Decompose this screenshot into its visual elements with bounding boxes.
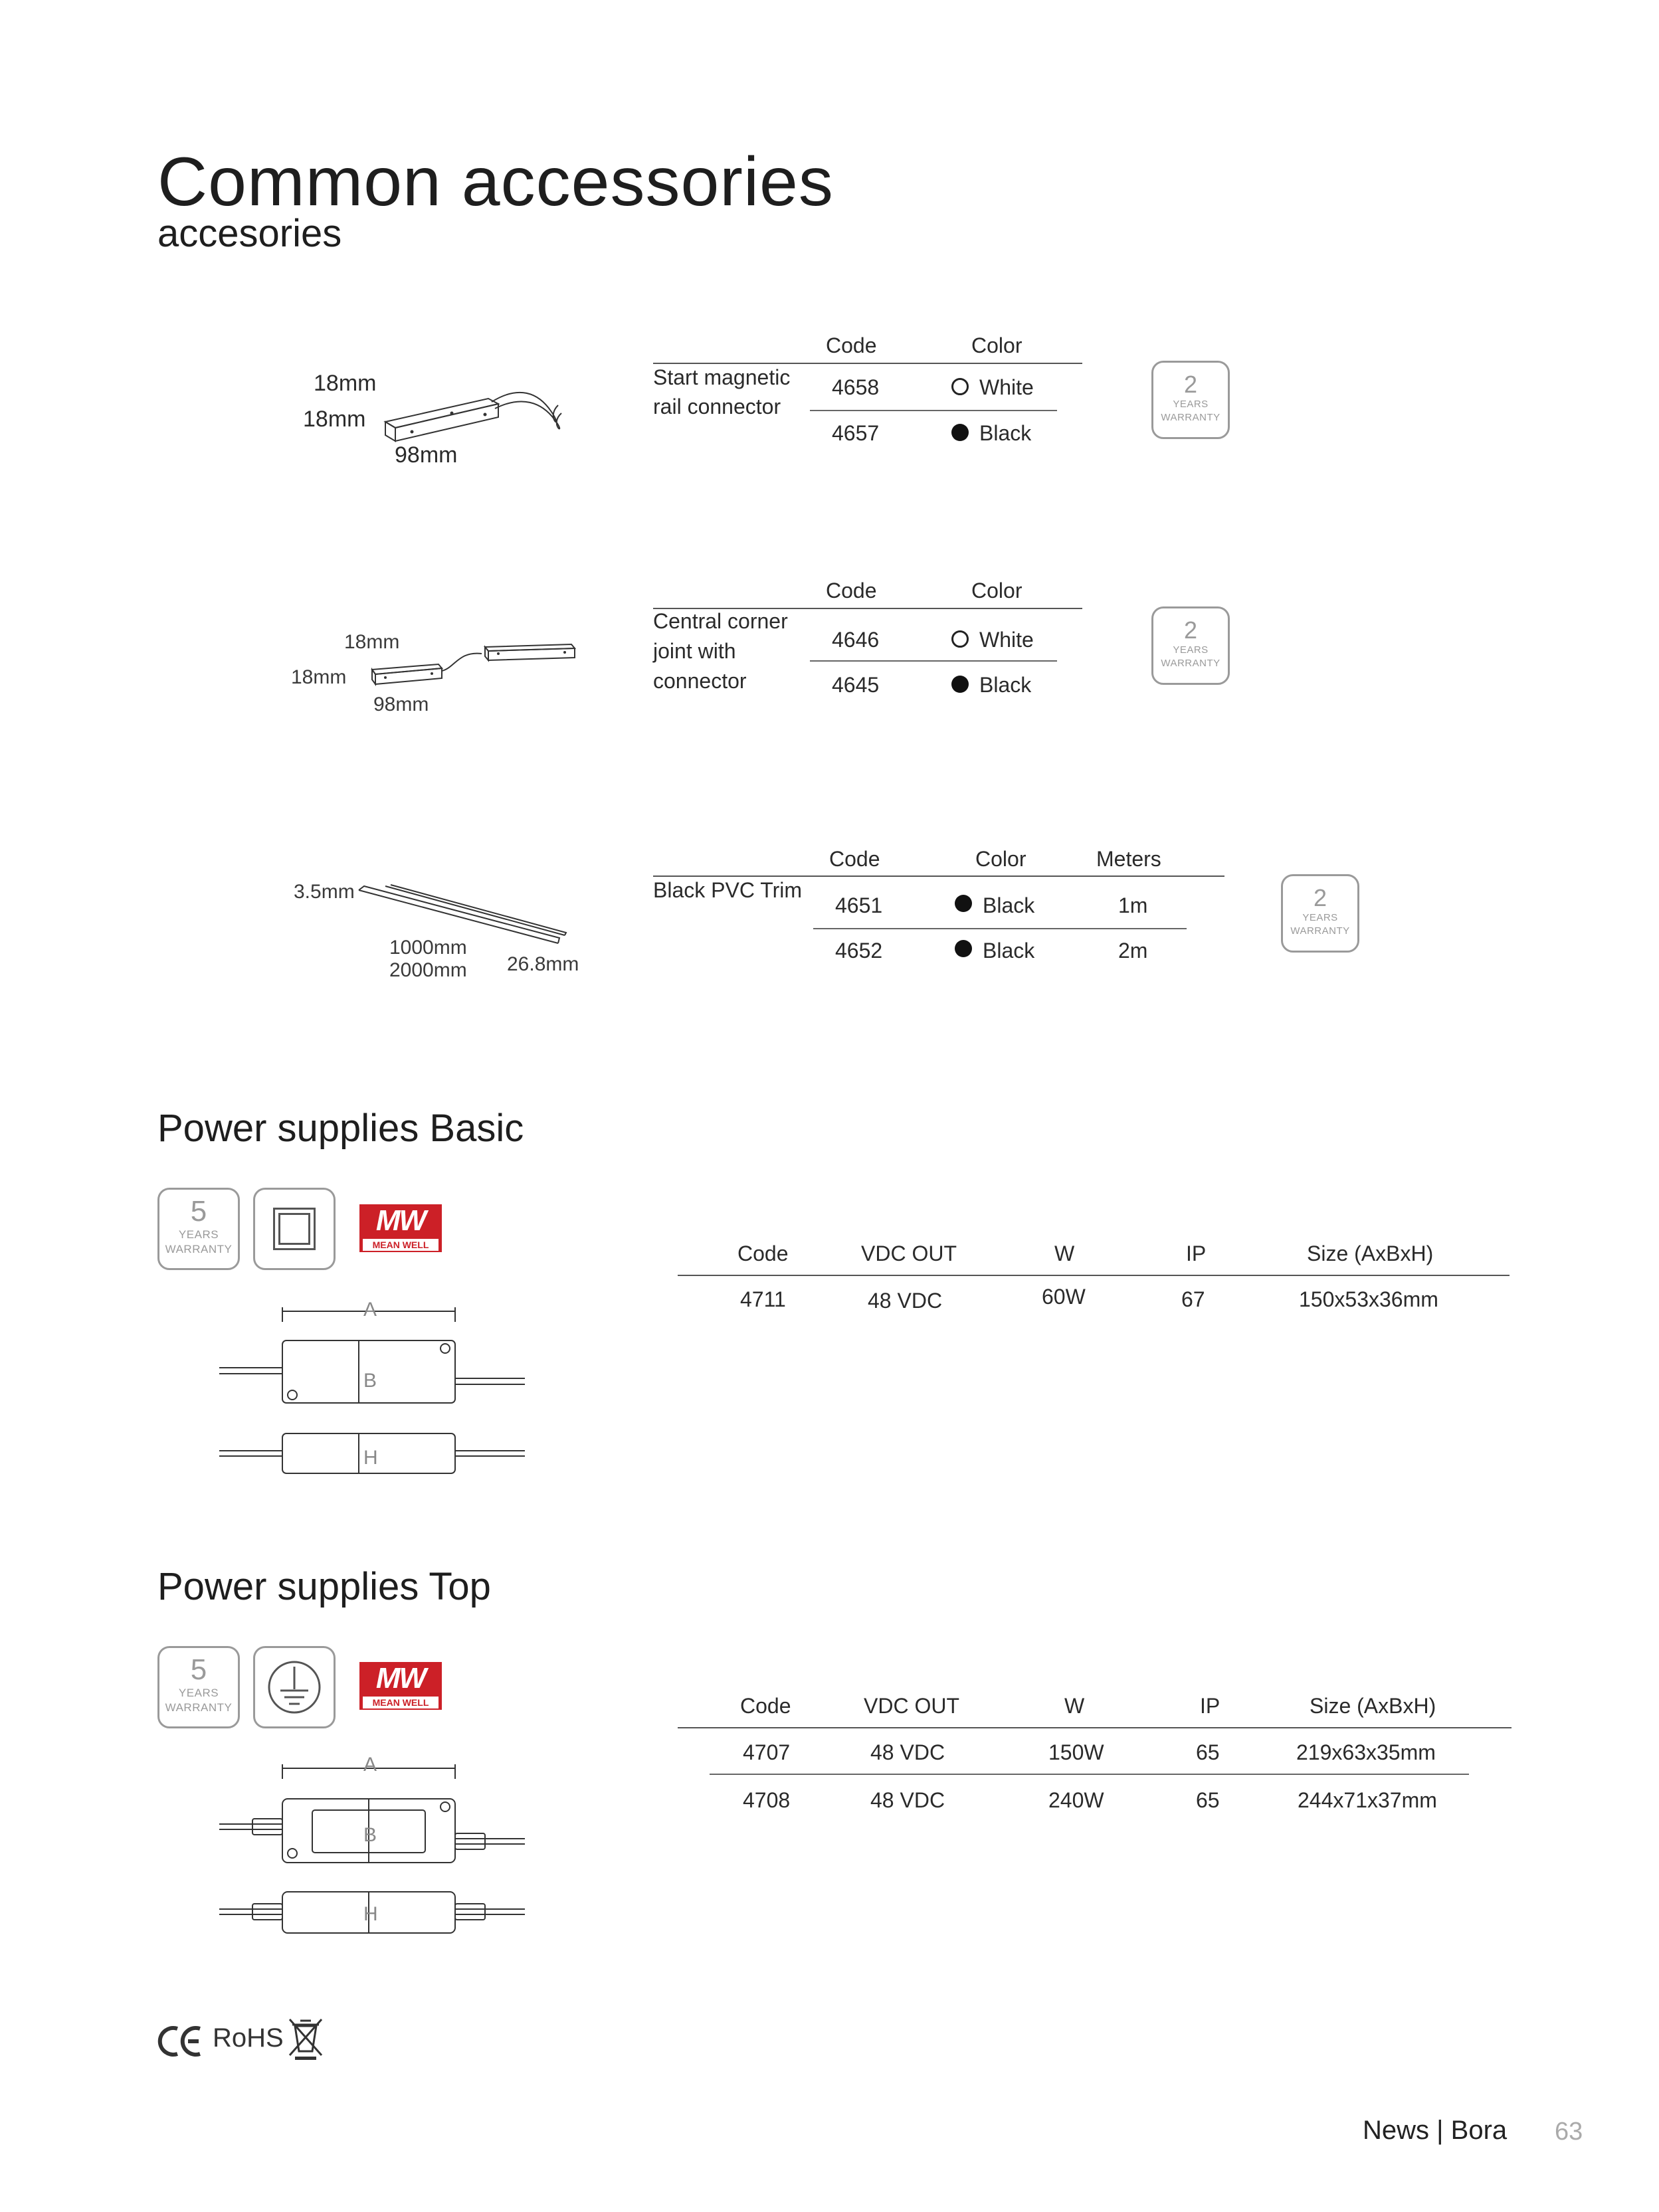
ce-mark-icon — [157, 2025, 204, 2058]
product-name: Central corner — [653, 609, 788, 633]
column-header: Code — [740, 1694, 791, 1718]
table-cell: 48 VDC — [870, 1788, 945, 1812]
column-header-code: Code — [826, 333, 877, 357]
warranty-badge — [1281, 874, 1359, 953]
product-name: rail connector — [653, 395, 781, 418]
column-header: VDC OUT — [861, 1242, 957, 1265]
mean-well-logo-text: MEAN WELL — [361, 1238, 440, 1252]
mean-well-logo — [359, 1662, 442, 1710]
column-header: IP — [1200, 1694, 1220, 1718]
warranty-label: WARRANTY — [1161, 658, 1220, 669]
page-title: Common accessories — [157, 143, 834, 221]
table-cell: 67 — [1181, 1287, 1205, 1311]
table-cell: 65 — [1196, 1740, 1220, 1764]
column-header: W — [1054, 1242, 1075, 1265]
black-swatch-icon — [951, 676, 969, 693]
warranty-label: YEARS — [178, 1228, 219, 1241]
dimension-label: 2000mm — [389, 959, 467, 981]
black-swatch-icon — [955, 940, 972, 957]
product-color: Black — [979, 673, 1032, 697]
dimension-label: 18mm — [344, 631, 400, 653]
warranty-label: YEARS — [1173, 644, 1209, 656]
mean-well-logo-mark: MW — [375, 1204, 426, 1237]
table-divider — [653, 608, 1082, 609]
table-divider — [678, 1275, 1510, 1276]
table-cell: 4711 — [740, 1287, 786, 1311]
rohs-mark: RoHS — [213, 2023, 284, 2053]
warranty-label: YEARS — [1302, 912, 1338, 923]
column-header: W — [1064, 1694, 1085, 1718]
table-cell: 150x53x36mm — [1299, 1287, 1438, 1311]
black-swatch-icon — [951, 424, 969, 441]
section-title: Power supplies Basic — [157, 1107, 524, 1150]
warranty-badge — [157, 1188, 240, 1270]
table-cell: 219x63x35mm — [1296, 1740, 1436, 1764]
product-name: connector — [653, 669, 747, 693]
mean-well-logo-text: MEAN WELL — [361, 1695, 440, 1710]
product-code: 4646 — [832, 628, 880, 652]
product-length: 2m — [1118, 939, 1148, 963]
warranty-label: YEARS — [178, 1687, 219, 1699]
product-name: joint with — [653, 639, 736, 663]
table-cell: 4707 — [743, 1740, 791, 1764]
column-header-color: Color — [971, 333, 1023, 357]
table-divider — [653, 876, 1224, 877]
warranty-label: YEARS — [1173, 399, 1209, 410]
product-color: Black — [983, 939, 1035, 963]
table-divider — [678, 1727, 1512, 1728]
warranty-years: 5 — [190, 1653, 207, 1686]
product-code: 4645 — [832, 673, 880, 697]
table-divider — [653, 363, 1082, 364]
dimension-label: 1000mm — [389, 937, 467, 959]
product-color: White — [979, 375, 1034, 399]
column-header: IP — [1186, 1242, 1207, 1265]
product-color: Black — [979, 421, 1032, 445]
product-code: 4657 — [832, 421, 880, 445]
warranty-label: WARRANTY — [165, 1701, 233, 1714]
warranty-label: WARRANTY — [165, 1243, 233, 1255]
warranty-years: 5 — [190, 1195, 207, 1228]
double-insulation-icon — [253, 1188, 336, 1270]
warranty-label: WARRANTY — [1290, 925, 1350, 937]
column-header-meters: Meters — [1096, 847, 1161, 871]
warranty-years: 2 — [1313, 884, 1327, 911]
footer-text: News | Bora — [1363, 2116, 1508, 2145]
table-cell: 240W — [1048, 1788, 1104, 1812]
ground-symbol-icon — [253, 1646, 336, 1728]
column-header-color: Color — [975, 847, 1026, 871]
table-divider — [810, 410, 1057, 411]
table-cell: 244x71x37mm — [1298, 1788, 1437, 1812]
dimension-label: 3.5mm — [294, 881, 355, 903]
table-cell: 60W — [1042, 1285, 1086, 1309]
page-number: 63 — [1555, 2118, 1583, 2146]
black-swatch-icon — [955, 895, 972, 912]
mean-well-logo-mark: MW — [375, 1662, 426, 1695]
product-name: Black PVC Trim — [653, 878, 803, 902]
product-code: 4651 — [835, 893, 883, 917]
table-divider — [810, 660, 1057, 662]
product-name: Start magnetic — [653, 365, 791, 389]
column-header-color: Color — [971, 579, 1023, 602]
column-header: VDC OUT — [864, 1694, 959, 1718]
column-header: Code — [737, 1242, 789, 1265]
start-connector-drawing — [372, 372, 571, 452]
drawing-label-b: B — [363, 1824, 377, 1846]
warranty-badge — [157, 1646, 240, 1728]
warranty-years: 2 — [1183, 371, 1198, 398]
column-header: Size (AxBxH) — [1310, 1694, 1436, 1718]
warranty-years: 2 — [1183, 616, 1198, 644]
dimension-label: 98mm — [373, 693, 429, 715]
drawing-label-a: A — [363, 1754, 377, 1776]
table-cell: 4708 — [743, 1788, 791, 1812]
column-header-code: Code — [826, 579, 877, 602]
dimension-label: 18mm — [291, 666, 347, 688]
column-header: Size (AxBxH) — [1307, 1242, 1434, 1265]
table-cell: 48 VDC — [868, 1289, 943, 1313]
dimension-label: 18mm — [314, 371, 377, 396]
page-subtitle: accesories — [157, 212, 342, 255]
table-divider — [710, 1774, 1469, 1775]
product-code: 4658 — [832, 375, 880, 399]
dimension-label: 98mm — [395, 442, 458, 468]
product-color: Black — [983, 893, 1035, 917]
product-code: 4652 — [835, 939, 883, 963]
column-header-code: Code — [829, 847, 880, 871]
table-cell: 65 — [1196, 1788, 1220, 1812]
drawing-label-h: H — [363, 1447, 378, 1469]
warranty-badge — [1151, 361, 1230, 439]
dimension-label: 18mm — [303, 407, 366, 432]
white-swatch-icon — [951, 630, 969, 648]
drawing-label-b: B — [363, 1370, 377, 1392]
drawing-label-a: A — [363, 1299, 377, 1321]
mean-well-logo — [359, 1204, 442, 1252]
table-cell: 48 VDC — [870, 1740, 945, 1764]
white-swatch-icon — [951, 378, 969, 395]
table-divider — [813, 928, 1187, 929]
product-color: White — [979, 628, 1034, 652]
product-length: 1m — [1118, 893, 1148, 917]
dimension-label: 26.8mm — [507, 953, 579, 975]
section-title: Power supplies Top — [157, 1565, 491, 1608]
table-cell: 150W — [1048, 1740, 1104, 1764]
warranty-badge — [1151, 606, 1230, 685]
warranty-label: WARRANTY — [1161, 412, 1220, 423]
drawing-label-h: H — [363, 1903, 378, 1925]
weee-bin-icon — [287, 2017, 324, 2061]
